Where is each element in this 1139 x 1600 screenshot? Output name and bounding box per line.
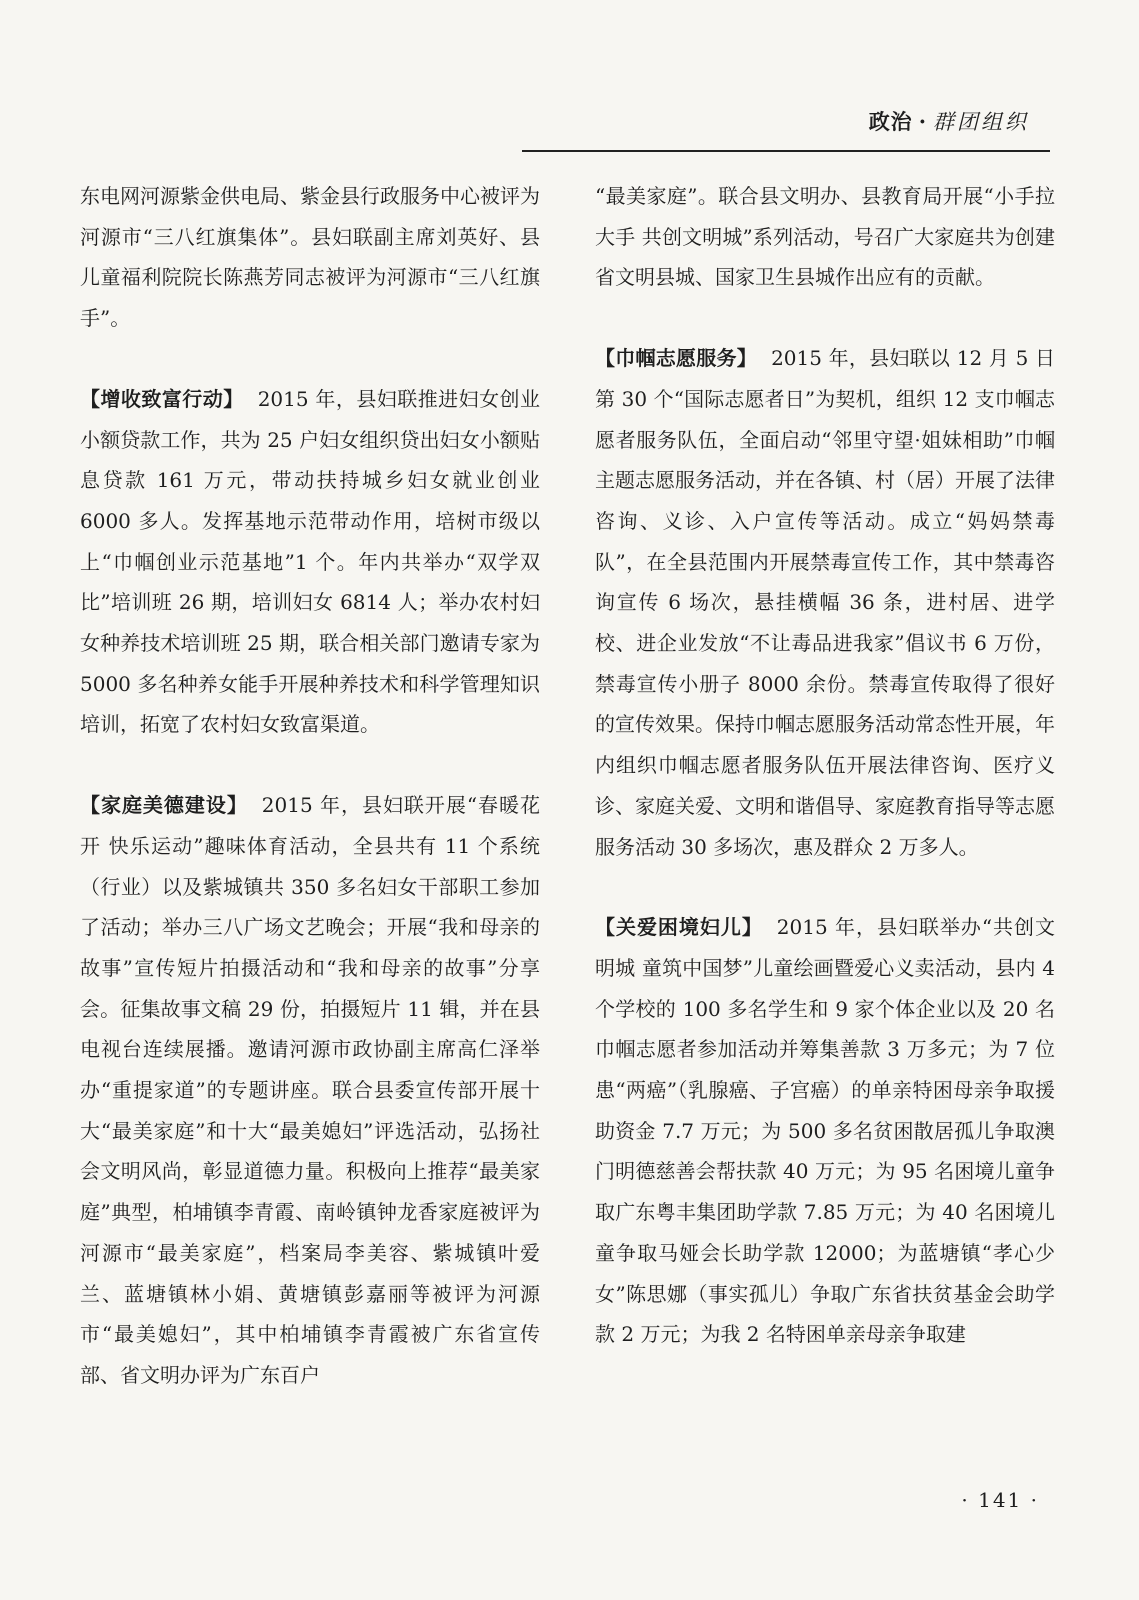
left-column [80,176,540,1436]
left-intro-paragraph: 东电网河源紫金供电局、紫金县行政服务中心被评为河源市“三八红旗集体”。县妇联副主席刘英好、县儿童福利院院长陈燕芳同志被评为河源市“三八红旗手”。 [80,184,540,331]
section-care-women-children [595,907,1055,1355]
right-intro-paragraph: “最美家庭”。联合县文明办、县教育局开展“小手拉大手 共创文明城”系列活动，号召广大家庭共为创建省文明县城、国家卫生县城作出应有的贡献。 [595,184,1055,290]
section-body: 2015 年，县妇联开展“春暖花开 快乐运动”趣味体育活动，全县共有 11 个系统（行业）以及紫城镇共 350 多名妇女干部职工参加了活动；举办三八广场文艺晚会；开展“我和母亲的故事”宣传短片拍摄活动和“我和母亲的故事”分享会。征集故事文稿 29 份，拍摄短片 11 辑，并在县电视台连续展播。邀请河源市政协副主席高仁泽举办“重提家道”的专题讲座。联合县委宣传部开展十大“最美家庭”和十大“最美媳妇”评选活动，弘扬社会文明风尚，彰显道德力量。积极向上推荐“最美家庭”典型，柏埔镇李青霞、南岭镇钟龙香家庭被评为河源市“最美家庭”，档案局李美容、紫城镇叶爱兰、蓝塘镇林小娟、黄塘镇彭嘉丽等被评为河源市“最美媳妇”，其中柏埔镇李青霞被广东省宣传部、省文明办评为广东百户 [80,793,540,1387]
running-header [869,106,1029,136]
header-separator: · [918,109,927,134]
section-body: 2015 年，县妇联以 12 月 5 日第 30 个“国际志愿者日”为契机，组织 12 支巾帼志愿者服务队伍，全面启动“邻里守望·姐妹相助”巾帼主题志愿服务活动，并在各镇、村（居）开展了法律咨询、义诊、入户宣传等活动。成立“妈妈禁毒队”，在全县范围内开展禁毒宣传工作，其中禁毒咨询宣传 6 场次，悬挂横幅 36 条，进村居、进学校、进企业发放“不让毒品进我家”倡议书 6 万份，禁毒宣传小册子 8000 余份。禁毒宣传取得了很好的宣传效果。保持巾帼志愿服务活动常态性开展，年内组织巾帼志愿者服务队伍开展法律咨询、医疗义诊、家庭关爱、文明和谐倡导、家庭教育指导等志愿服务活动 30 多场次，惠及群众 2 万多人。 [595,346,1056,859]
right-column [595,176,1055,1395]
header-rule [522,150,1050,152]
section-women-volunteer [595,338,1055,867]
header-section: 政治 [868,109,913,134]
section-income-growth [80,379,540,745]
section-body: 2015 年，县妇联推进妇女创业小额贷款工作，共为 25 户妇女组织贷出妇女小额贴息贷款 161 万元，带动扶持城乡妇女就业创业 6000 多人。发挥基地示范带动作用，培树市级以上“巾帼创业示范基地”1 个。年内共举办“双学双比”培训班 26 期，培训妇女 6814 人；举办农村妇女种养技术培训班 25 期，联合相关部门邀请专家为 5000 多名种养女能手开展种养技术和科学管理知识培训，拓宽了农村妇女致富渠道。 [80,386,540,737]
section-heading: 【增收致富行动】 [80,386,244,411]
section-body: 2015 年，县妇联举办“共创文明城 童筑中国梦”儿童绘画暨爱心义卖活动，县内 4 个学校的 100 多名学生和 9 家个体企业以及 20 名巾帼志愿者参加活动并筹集善款 3 万多元；为 7 位患“两癌”（乳腺癌、子宫癌）的单亲特困母亲争取援助资金 7.7 万元；为 500 多名贫困散居孤儿争取澳门明德慈善会帮扶款 40 万元；为 95 名困境儿童争取广东粤丰集团助学款 7.85 万元；为 40 名困境儿童争取马娅会长助学款 12000；为蓝塘镇“孝心少女”陈思娜（事实孤儿）争取广东省扶贫基金会助学款 2 万元；为我 2 名特困单亲母亲争取建 [595,915,1055,1347]
section-heading: 【巾帼志愿服务】 [595,346,758,371]
section-heading: 【关爱困境妇儿】 [595,915,763,940]
section-family-virtue [80,785,540,1396]
section-heading: 【家庭美德建设】 [80,793,248,818]
header-subsection: 群团组织 [933,110,1029,134]
page-number: · 141 · [961,1488,1039,1512]
